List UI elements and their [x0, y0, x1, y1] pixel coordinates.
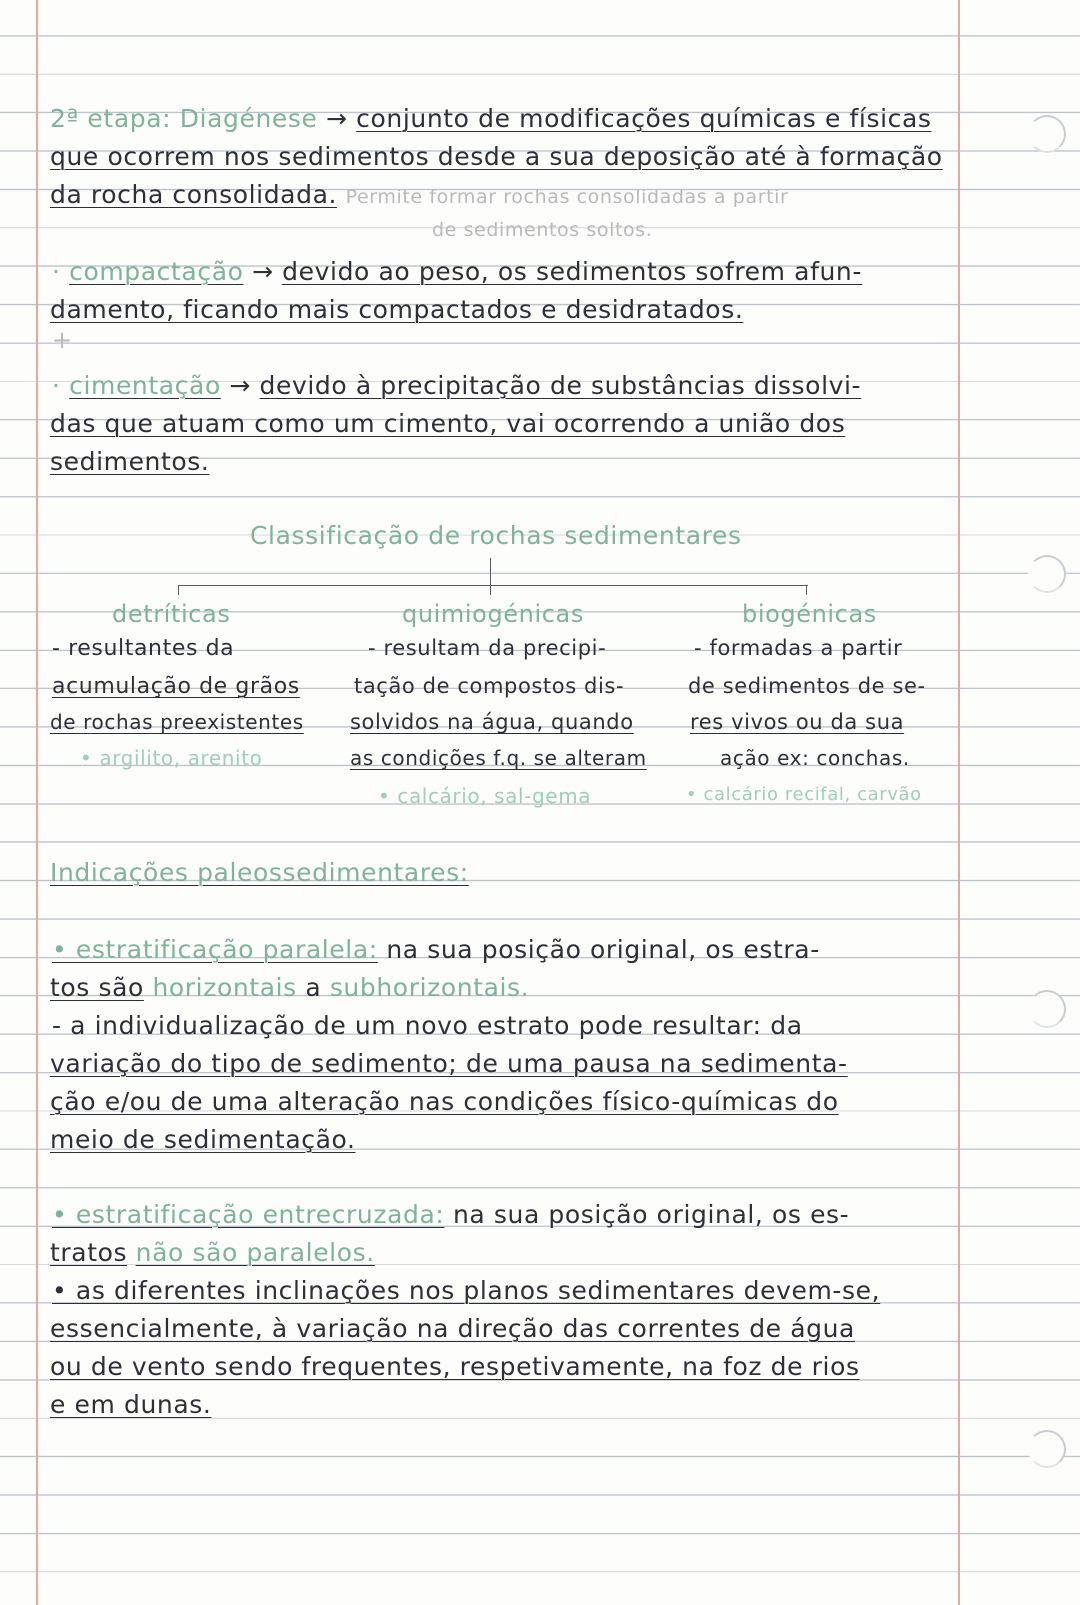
col2-line: as condições f.q. se alteram [350, 746, 647, 770]
estrat-paralela-label: • estratificação paralela: [52, 935, 378, 964]
bullet: · [52, 257, 70, 286]
diagenese-text: conjunto de modificações químicas e físicas [356, 104, 932, 133]
bracket-tick [178, 585, 179, 595]
cimentacao-line-2: das que atuam como um cimento, vai ocorrendo a união dos [50, 409, 846, 438]
diagenese-note: Permite formar rochas consolidadas a partir [345, 186, 789, 208]
left-margin-line [36, 0, 38, 1605]
diagenese-text: da rocha consolidada. [50, 180, 338, 209]
diagenese-line-3 [50, 180, 788, 209]
col2-line: tação de compostos dis- [354, 674, 625, 698]
classification-title: Classificação de rochas sedimentares [250, 521, 742, 550]
binder-hole [1028, 1430, 1066, 1468]
cimentacao-label: cimentação [69, 371, 221, 400]
diagenese-label: 2ª etapa: Diagénese [50, 104, 318, 133]
estrat-entrecruzada-label: • estratificação entrecruzada: [52, 1200, 445, 1229]
col1-title: detríticas [112, 600, 231, 628]
compactacao-line-2: damento, ficando mais compactados e desidratados. [50, 295, 744, 324]
col1-line: de rochas preexistentes [50, 710, 304, 734]
col2-line: solvidos na água, quando [350, 710, 634, 734]
text: horizontais [152, 973, 297, 1002]
text: a [305, 973, 322, 1002]
text: subhorizontais. [329, 973, 530, 1002]
estrat-entrecruzada-line-2 [50, 1238, 375, 1267]
estrat-paralela-text: na sua posição original, os estra- [386, 935, 820, 964]
col1-examples: • argilito, arenito [80, 746, 263, 770]
binder-hole [1028, 555, 1066, 593]
col3-line: ação ex: conchas. [720, 746, 910, 770]
col2-title: quimiogénicas [402, 600, 584, 628]
bullet: · [52, 371, 70, 400]
text: tos são [50, 973, 144, 1002]
cimentacao-line-1 [52, 371, 861, 400]
col3-line: - formadas a partir [694, 636, 903, 660]
text: tratos [50, 1238, 128, 1267]
col2-examples: • calcário, sal-gema [378, 784, 592, 808]
estrat-paralela-line-4: variação do tipo de sedimento; de uma pausa na sedimenta- [50, 1049, 848, 1078]
text: não são paralelos. [135, 1238, 375, 1267]
right-margin-line [958, 0, 960, 1605]
col1-line: - resultantes da [52, 636, 235, 661]
col3-title: biogénicas [742, 600, 877, 628]
estrat-paralela-line-6: meio de sedimentação. [50, 1125, 356, 1154]
estrat-paralela-line-2 [50, 973, 529, 1002]
arrow-icon: → [229, 371, 260, 400]
col2-line: - resultam da precipi- [368, 636, 607, 660]
arrow-icon: → [252, 257, 283, 286]
binder-hole [1028, 990, 1066, 1028]
estrat-entrecruzada-line-6: e em dunas. [50, 1390, 212, 1419]
compactacao-text: devido ao peso, os sedimentos sofrem afun- [282, 257, 862, 286]
estrat-paralela-line-1 [52, 935, 820, 964]
compactacao-label: compactação [69, 257, 244, 286]
classification-bracket [178, 585, 808, 586]
estrat-entrecruzada-line-4: essencialmente, à variação na direção das correntes de água [50, 1314, 855, 1343]
estrat-entrecruzada-line-5: ou de vento sendo frequentes, respetivamente, na foz de rios [50, 1352, 860, 1381]
estrat-paralela-line-3: - a individualização de um novo estrato pode resultar: da [52, 1011, 803, 1040]
estrat-entrecruzada-line-3: • as diferentes inclinações nos planos sedimentares devem-se, [52, 1276, 881, 1305]
arrow-icon: → [326, 104, 357, 133]
diagenese-line-1 [50, 104, 932, 133]
cimentacao-text: devido à precipitação de substâncias dissolvi- [259, 371, 862, 400]
estrat-entrecruzada-text: na sua posição original, os es- [452, 1200, 850, 1229]
col3-examples: • calcário recifal, carvão [686, 784, 922, 805]
cimentacao-line-3: sedimentos. [50, 447, 210, 476]
diagenese-line-2: que ocorrem nos sedimentos desde a sua deposição até à formação [50, 142, 943, 171]
bracket-tick [806, 585, 807, 595]
estrat-paralela-line-5: ção e/ou de uma alteração nas condições físico-químicas do [50, 1087, 839, 1116]
col3-line: res vivos ou da sua [690, 710, 905, 734]
bracket-tick [490, 558, 491, 595]
indicacoes-title: Indicações paleossedimentares: [50, 858, 469, 887]
col3-line: de sedimentos de se- [688, 674, 926, 698]
compactacao-line-1 [52, 257, 862, 286]
estrat-entrecruzada-line-1 [52, 1200, 849, 1229]
binder-hole [1028, 115, 1066, 153]
plus-sign: + [52, 326, 73, 354]
diagenese-note-2: de sedimentos soltos. [432, 219, 653, 241]
col1-line: acumulação de grãos [52, 674, 300, 699]
